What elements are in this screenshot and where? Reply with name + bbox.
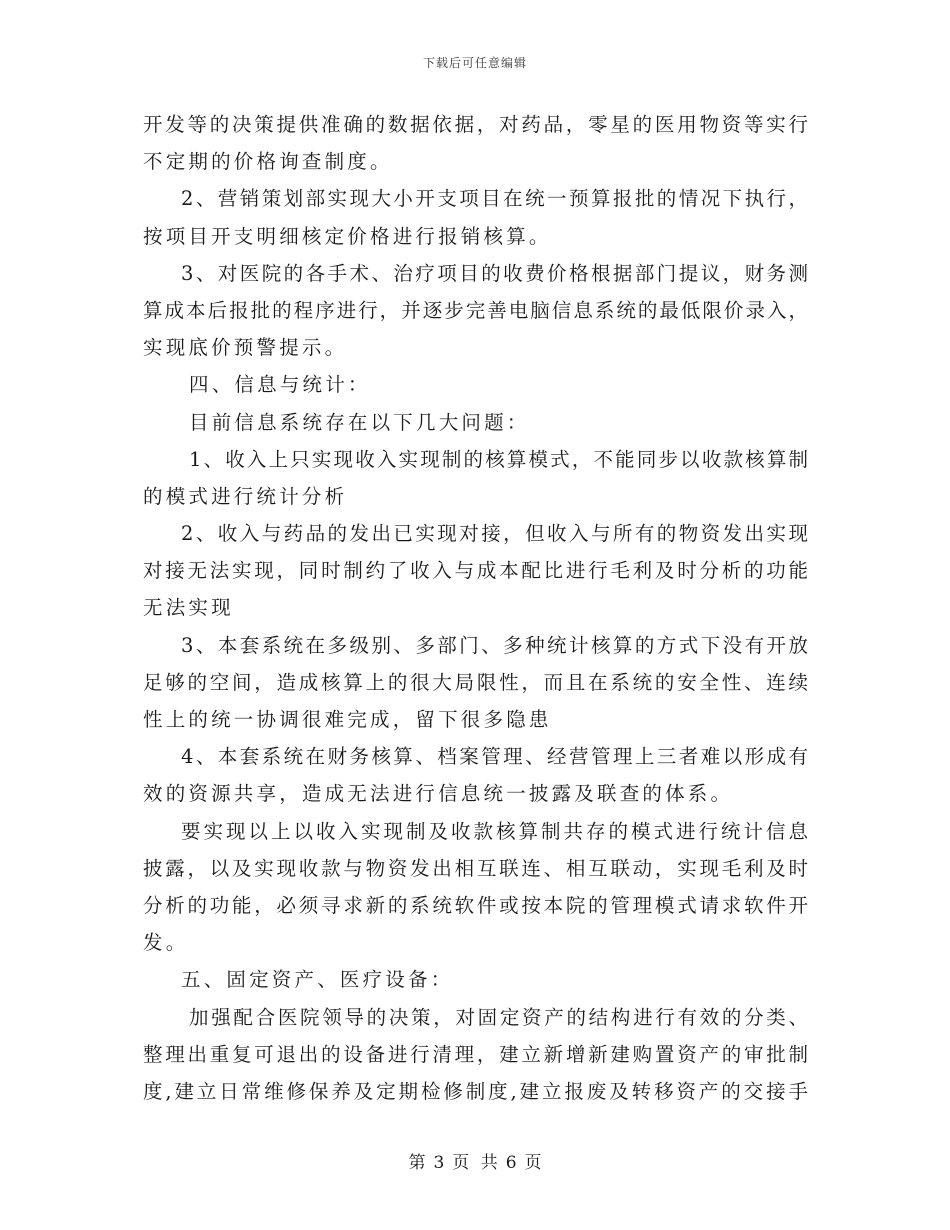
page-prefix: 第 xyxy=(408,1153,426,1173)
body-text-line: 开发等的决策提供准确的数据依据，对药品，零星的医用物资等实行 xyxy=(143,113,808,136)
body-text-line: 目前信息系统存在以下几大问题： xyxy=(189,410,530,434)
body-text-line: 4、本套系统在财务核算、档案管理、经营管理上三者难以形成有 xyxy=(181,745,808,769)
body-text-line: 3、对医院的各手术、治疗项目的收费价格根据部门提议，财务测 xyxy=(181,261,808,285)
body-text-line: 五、固定资产、医疗设备： xyxy=(181,968,454,992)
page-middle-text: 页 共 xyxy=(452,1153,498,1173)
header-note: 下载后可任意编辑 xyxy=(422,56,527,70)
body-text-line: 性上的统一协调很难完成，留下很多隐患 xyxy=(143,708,552,731)
body-text-line: 发。 xyxy=(143,931,189,955)
body-text-line: 按项目开支明细核定价格进行报销核算。 xyxy=(143,224,552,248)
body-text-line: 2、收入与药品的发出已实现对接，但收入与所有的物资发出实现 xyxy=(181,522,808,546)
current-page-number: 3 xyxy=(433,1153,445,1173)
body-text-line: 的模式进行统计分析 xyxy=(143,484,348,508)
body-text-line: 算成本后报批的程序进行，并逐步完善电脑信息系统的最低限价录入， xyxy=(143,298,808,322)
body-text-line: 要实现以上以收入实现制及收款核算制共存的模式进行统计信息 xyxy=(181,819,808,843)
total-pages-number: 6 xyxy=(505,1153,517,1173)
body-text-line: 1、收入上只实现收入实现制的核算模式，不能同步以收款核算制 xyxy=(189,447,808,471)
body-text-line: 度,建立日常维修保养及定期检修制度,建立报废及转移资产的交接手 xyxy=(143,1079,808,1103)
body-text-line: 对接无法实现，同时制约了收入与成本配比进行毛利及时分析的功能 xyxy=(143,559,808,583)
body-text-line: 无法实现 xyxy=(143,596,234,620)
body-text-line: 整理出重复可退出的设备进行清理，建立新增新建购置资产的审批制 xyxy=(143,1042,808,1066)
body-text-line: 四、信息与统计： xyxy=(189,373,371,397)
page-suffix: 页 xyxy=(524,1153,542,1173)
body-text-line: 不定期的价格询查制度。 xyxy=(143,150,393,174)
body-text-line: 实现底价预警提示。 xyxy=(143,336,348,360)
page-number-footer xyxy=(0,1148,950,1173)
body-text-line: 披露，以及实现收款与物资发出相互联连、相互联动，实现毛利及时 xyxy=(143,856,808,880)
body-text-line: 加强配合医院领导的决策，对固定资产的结构进行有效的分类、 xyxy=(189,1005,808,1029)
body-text-line: 足够的空间，造成核算上的很大局限性，而且在系统的安全性、连续 xyxy=(143,670,808,694)
body-text-line: 分析的功能，必须寻求新的系统软件或按本院的管理模式请求软件开 xyxy=(143,893,808,917)
body-text-line: 2、营销策划部实现大小开支项目在统一预算报批的情况下执行， xyxy=(181,187,808,211)
body-text-line: 效的资源共享，造成无法进行信息统一披露及联查的体系。 xyxy=(143,782,734,806)
body-text-line: 3、本套系统在多级别、多部门、多种统计核算的方式下没有开放 xyxy=(181,633,808,657)
document-body xyxy=(143,106,808,1110)
